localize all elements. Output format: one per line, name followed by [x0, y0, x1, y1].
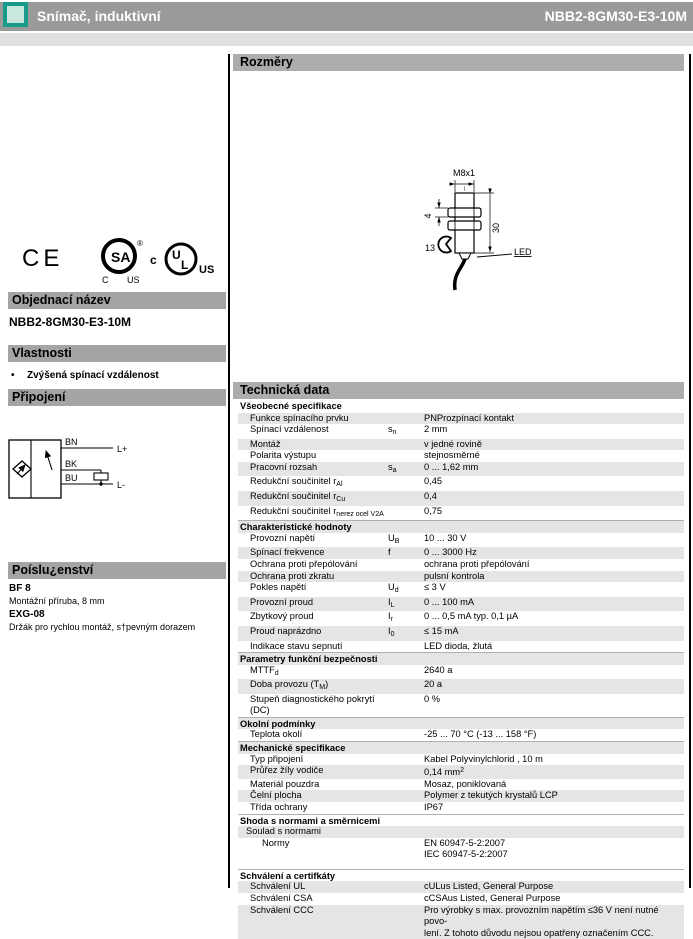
- accessory-code: BF 8: [9, 583, 105, 595]
- svg-text:®: ®: [137, 239, 143, 248]
- wrench-size-label: 13: [425, 243, 435, 253]
- svg-text:SA: SA: [111, 249, 130, 265]
- table-row: Proud naprázdno $I_0$ ≤ 15 mA: [238, 626, 684, 641]
- accessory-desc: Držák pro rychlou montáž, s†pevným dorazem: [9, 621, 195, 633]
- table-row: Pracovní rozsah $s_a$ 0 ... 1,62 mm: [238, 462, 684, 477]
- table-row: Redukční součinitel $r_{Al}$ 0,45: [238, 476, 684, 491]
- table-row: Stupeň diagnostického pokrytí (DC) 0 %: [238, 694, 684, 717]
- csa-mark-icon: [94, 236, 146, 286]
- table-row: Zbytkový proud $I_r$ 0 ... 0,5 mA typ. 0,1 µA: [238, 611, 684, 626]
- column-divider: [228, 54, 230, 888]
- accessory-item: [9, 609, 195, 633]
- table-section-row: Shoda s normami a směrnicemi: [238, 814, 684, 827]
- svg-text:US: US: [127, 275, 140, 285]
- tech-table: [238, 400, 684, 939]
- table-row: Schválení CCC Pro výrobky s max. provozním napětím ≤36 V není nutné povo- lení. Z tohoto důvodu nejsou opatřeny označením CCC.: [238, 905, 684, 939]
- wire-label-bu: BU: [65, 473, 78, 483]
- table-row: Normy EN 60947-5-2:2007 IEC 60947-5-2:2007: [238, 838, 684, 861]
- load-symbol: [94, 473, 108, 480]
- terminal-label-lplus: L+: [117, 444, 127, 454]
- table-row: Spínací frekvence f 0 ... 3000 Hz: [238, 547, 684, 559]
- table-row: $MTTF_d$ 2640 a: [238, 665, 684, 680]
- table-row: Ochrana proti přepólování ochrana proti přepólování: [238, 559, 684, 571]
- section-header-accessories: Poíslu¿enství: [8, 562, 226, 579]
- table-row: Čelní plocha Polymer z tekutých krystalů LCP: [238, 790, 684, 802]
- accessory-item: [9, 583, 105, 607]
- brand-square-icon: [3, 2, 28, 27]
- hex-nut: [448, 208, 481, 217]
- terminal-label-lminus: L-: [117, 480, 125, 490]
- table-row: Teplota okolí -25 ... 70 °C (-13 ... 158 °F): [238, 729, 684, 741]
- svg-text:US: US: [199, 264, 214, 276]
- table-section-row: Mechanické specifikace: [238, 741, 684, 754]
- section-header-order-name: Objednací název: [8, 292, 226, 309]
- nut-dimension-label: 4: [423, 213, 433, 218]
- table-section-row: Parametry funkční bezpečnosti: [238, 652, 684, 665]
- table-row: Montáž v jedné rovině: [238, 439, 684, 451]
- dimensions-bar: Rozměry: [233, 54, 684, 71]
- length-dimension-label: 30: [491, 223, 501, 233]
- table-section-row: Charakteristické hodnoty: [238, 520, 684, 533]
- table-section-row: Všeobecné specifikace: [238, 400, 684, 413]
- table-row: Indikace stavu sepnutí LED dioda, žlutá: [238, 641, 684, 653]
- part-number: NBB2-8GM30-E3-10M: [545, 8, 687, 24]
- page-header: [0, 2, 693, 31]
- order-name-value: NBB2-8GM30-E3-10M: [9, 315, 131, 329]
- wrench-icon: [438, 237, 451, 253]
- table-row: Průřez žíly vodiče 0,14 $mm^2$: [238, 765, 684, 779]
- svg-text:CE: CE: [22, 245, 63, 272]
- dimension-drawing: [415, 158, 565, 303]
- table-row: Provozní napětí $U_B$ 10 ... 30 V: [238, 533, 684, 548]
- svg-text:c: c: [150, 253, 157, 267]
- thread-label: M8x1: [453, 168, 475, 178]
- table-row: Redukční součinitel $r_{nerez ocel V2A}$ 0,75: [238, 506, 684, 521]
- hex-nut: [448, 221, 481, 230]
- page-right-border: [689, 54, 691, 888]
- page-title: Snímač, induktivní: [37, 8, 161, 24]
- accessory-code: EXG-08: [9, 609, 195, 621]
- table-row: Funkce spínacího prvku PNProzpínací kontakt: [238, 413, 684, 425]
- cable: [455, 259, 465, 290]
- table-row: Spínací vzdálenost $s_n$ 2 mm: [238, 424, 684, 439]
- table-row: Typ připojení Kabel Polyvinylchlorid , 10 m: [238, 754, 684, 766]
- table-row: Provozní proud $I_L$ 0 ... 100 mA: [238, 597, 684, 612]
- subheader-strip: [0, 33, 693, 46]
- table-section-row: Schválení a certifkáty: [238, 869, 684, 882]
- section-header-features: Vlastnosti: [8, 345, 226, 362]
- table-row: Polarita výstupu stejnosměrné: [238, 450, 684, 462]
- table-row: Schválení CSA cCSAus Listed, General Purpose: [238, 893, 684, 905]
- table-section-row: Okolní podmínky: [238, 717, 684, 730]
- table-row: Materiál pouzdra Mosaz, poniklovaná: [238, 779, 684, 791]
- feature-text: Zvýšená spínací vzdálenost: [27, 370, 159, 381]
- switch-contact-symbol: [46, 451, 52, 470]
- wire-label-bk: BK: [65, 459, 77, 469]
- table-row: Doba provozu $(T_M)$ 20 a: [238, 679, 684, 694]
- table-row: Třída ochrany IP67: [238, 802, 684, 814]
- accessory-desc: Montážní příruba, 8 mm: [9, 595, 105, 607]
- section-header-connection: Připojení: [8, 389, 226, 406]
- certification-marks: [0, 234, 228, 286]
- svg-text:U: U: [172, 248, 181, 262]
- technical-data-bar: Technická data: [233, 382, 684, 399]
- connection-diagram: [5, 432, 165, 510]
- svg-text:L: L: [181, 258, 188, 272]
- feature-item: [11, 370, 159, 381]
- led-label: LED: [514, 247, 532, 257]
- table-row: Ochrana proti zkratu pulsní kontrola: [238, 571, 684, 583]
- cul-us-mark-icon: [150, 240, 216, 282]
- table-row: Pokles napětí $U_d$ ≤ 3 V: [238, 582, 684, 597]
- wire-label-bn: BN: [65, 437, 78, 447]
- table-row: Schválení UL cULus Listed, General Purpose: [238, 881, 684, 893]
- table-row: Redukční součinitel $r_{Cu}$ 0,4: [238, 491, 684, 506]
- table-row: Soulad s normami: [238, 826, 684, 838]
- bullet-icon: •: [11, 370, 27, 381]
- ce-mark-icon: [20, 242, 64, 272]
- svg-text:C: C: [102, 275, 109, 285]
